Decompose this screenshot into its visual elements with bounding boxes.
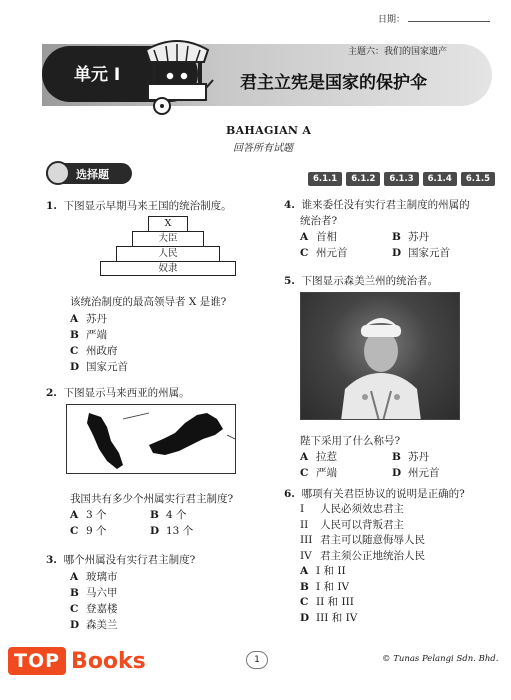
pyramid-top [148,216,188,231]
q5-question: 陛下采用了什么称号? [300,435,401,447]
code-badge: 6.1.5 [461,172,495,186]
q1-options [70,311,128,375]
date-field [378,12,490,25]
logo-top: TOP [8,647,66,675]
instruction: 回答所有试题 [233,143,293,154]
code-badge: 6.1.4 [423,172,457,186]
q1-question: 该统治制度的最高领导者 X 是谁? [70,296,227,308]
lollipop-icon [46,161,70,185]
option: A 苏丹 [70,313,107,325]
code-badge: 6.1.3 [384,172,418,186]
section-label: 选择题 [76,168,109,181]
pyramid-level-4: 奴隶 [100,261,236,276]
unit-label: 单元 I [74,65,121,85]
pyramid-level-3: 人民 [116,246,220,261]
copyright: © Tunas Pelangi Sdn. Bhd. [382,654,499,664]
q3-stem: 3. 哪个州属没有实行君主制度? [46,554,196,566]
q4-options: A 首相 B 苏丹 C 州元首 D 国家元首 [300,231,450,259]
q6-statements: I 人民必须效忠君主 II 人民可以背叛君主 III 君主可以随意侮辱人民 IV 君主须公正地统治人民 [300,503,425,562]
q2-options: A 3 个 B 4 个 C 9 个 D 13 个 [70,509,194,537]
theme-label: 主题六：我们的国家遗产 [348,47,448,57]
date-label: 日期： [378,15,406,25]
q2-question: 我国共有多少个州属实行君主制度? [70,493,234,505]
q5-options: A 拉惹 B 苏丹 C 严端 D 州元首 [300,451,440,479]
pyramid-x: X [148,216,188,231]
ruler-photo [300,292,460,420]
page-number: 1 [246,651,268,669]
malaysia-map [66,404,236,474]
part-heading: BAHAGIAN A [226,124,312,137]
code-badge: 6.1.2 [346,172,380,186]
topbooks-logo [8,644,146,678]
code-badge: 6.1.1 [308,172,342,186]
q5-stem: 5. 下图显示森美兰州的统治者。 [284,275,439,287]
food-cart-icon [140,36,214,118]
map-icon [67,405,237,475]
option: C 州政府 [70,345,118,357]
date-line [408,13,490,22]
q6-options: A I 和 II B I 和 IV C II 和 III D III 和 IV [300,565,358,624]
q2-stem: 2. 下图显示马来西亚的州属。 [46,387,190,399]
pyramid-level-2: 大臣 [132,231,204,246]
option: B 严端 [70,329,107,341]
q6-stem: 6. 哪项有关君臣协议的说明是正确的? [284,488,465,500]
ruler-portrait-icon [301,293,460,420]
option: D 国家元首 [70,361,128,373]
q4-stem: 4. 谁来委任没有实行君主制度的州属的 [284,199,470,211]
page-title: 君主立宪是国家的保护伞 [240,73,427,93]
logo-books: Books [71,648,146,674]
standard-codes [308,172,495,186]
q4-stem-2: 统治者? [300,215,338,227]
q1-stem: 1. 下图显示早期马来王国的统治制度。 [46,200,232,212]
q3-options: A 玻璃市 B 马六甲 C 登嘉楼 D 森美兰 [70,571,118,631]
